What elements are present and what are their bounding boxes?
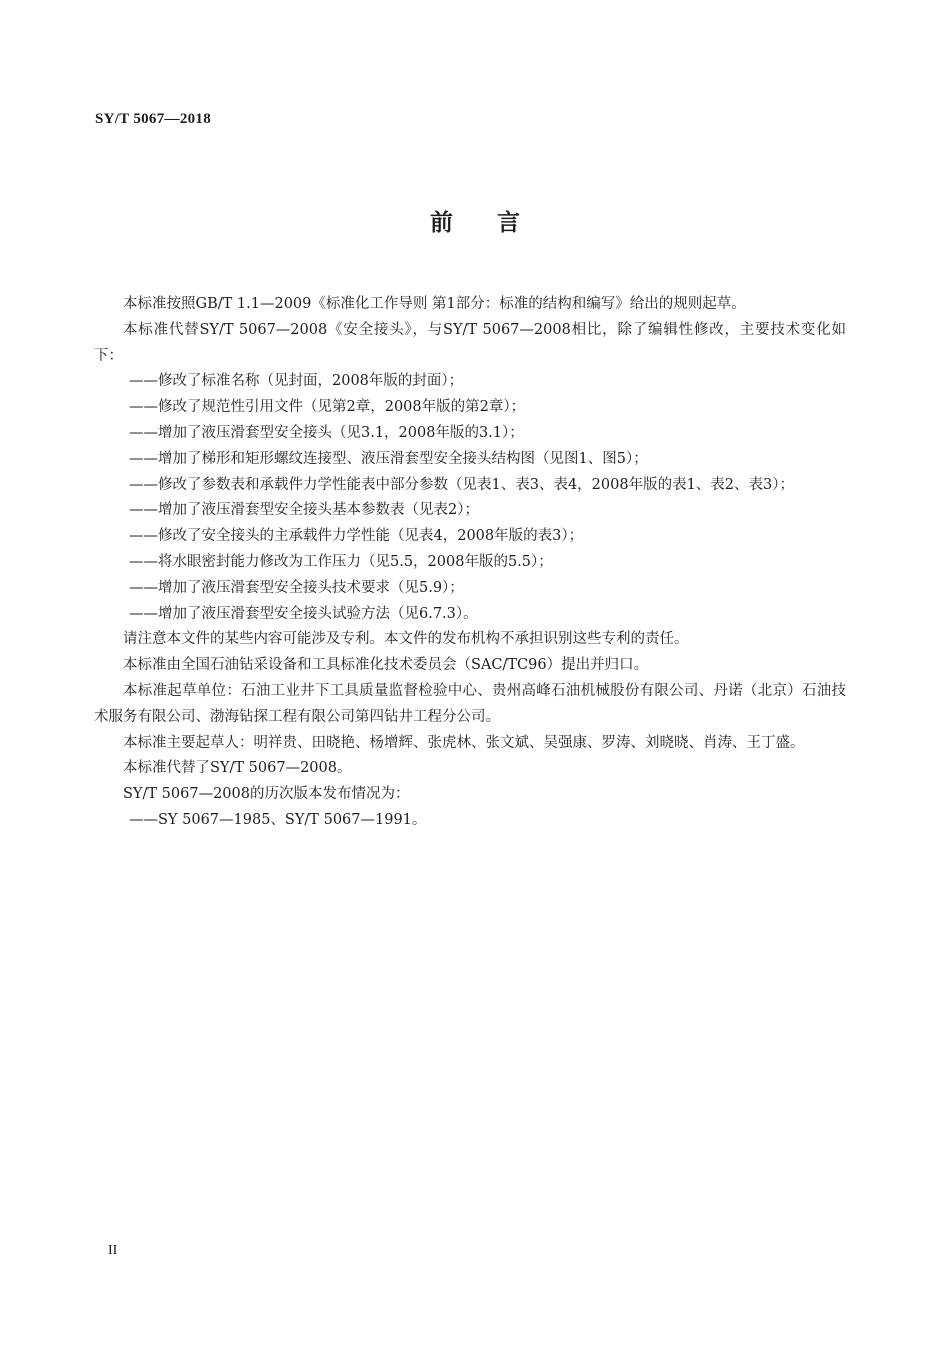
paragraph-history-intro: SY/T 5067—2008的历次版本发布情况为： bbox=[123, 786, 410, 803]
page-number: II bbox=[108, 1243, 118, 1258]
page-title: 前言 bbox=[430, 210, 564, 236]
change-item: ——修改了标准名称（见封面，2008年版的封面）； bbox=[129, 373, 464, 390]
change-item: ——增加了液压滑套型安全接头基本参数表（见表2）； bbox=[129, 502, 479, 519]
change-item: ——修改了安全接头的主承载件力学性能（见表4，2008年版的表3）； bbox=[129, 528, 584, 545]
change-item: ——修改了参数表和承载件力学性能表中部分参数（见表1、表3、表4，2008年版的表1、表2、表3）； bbox=[129, 476, 794, 493]
document-body bbox=[94, 292, 846, 834]
change-item: ——增加了液压滑套型安全接头（见3.1，2008年版的3.1）； bbox=[129, 424, 524, 441]
paragraph-drafters: 本标准主要起草人：明祥贵、田晓艳、杨增辉、张虎林、张文斌、吴强康、罗涛、刘晓晓、肖涛、王丁盛。 bbox=[123, 734, 805, 751]
change-item: ——增加了液压滑套型安全接头试验方法（见6.7.3）。 bbox=[129, 605, 478, 622]
change-item: ——修改了规范性引用文件（见第2章，2008年版的第2章）； bbox=[129, 399, 526, 416]
paragraph-replacement: 本标准代替SY/T 5067—2008《安全接头》，与SY/T 5067—2008相比，除了编辑性修改，主要技术变化如下： bbox=[94, 321, 846, 364]
paragraph-drafting-rules: 本标准按照GB/T 1.1—2009《标准化工作导则 第1部分：标准的结构和编写》给出的规则起草。 bbox=[123, 296, 746, 312]
paragraph-supersedes: 本标准代替了SY/T 5067—2008。 bbox=[123, 760, 352, 777]
change-item: ——增加了液压滑套型安全接头技术要求（见5.9）； bbox=[129, 579, 464, 596]
standard-code: SY/T 5067—2018 bbox=[95, 111, 212, 127]
change-item: ——将水眼密封能力修改为工作压力（见5.5，2008年版的5.5）； bbox=[129, 553, 553, 570]
history-item: ——SY 5067—1985、SY/T 5067—1991。 bbox=[129, 811, 427, 828]
paragraph-patent-notice: 请注意本文件的某些内容可能涉及专利。本文件的发布机构不承担识别这些专利的责任。 bbox=[123, 631, 689, 648]
paragraph-drafting-units: 本标准起草单位：石油工业井下工具质量监督检验中心、贵州高峰石油机械股份有限公司、丹诺（北京）石油技术服务有限公司、渤海钻探工程有限公司第四钻井工程分公司。 bbox=[94, 682, 846, 725]
change-item: ——增加了梯形和矩形螺纹连接型、液压滑套型安全接头结构图（见图1、图5）； bbox=[129, 450, 648, 467]
paragraph-proposer: 本标准由全国石油钻采设备和工具标准化技术委员会（SAC/TC96）提出并归口。 bbox=[123, 657, 649, 674]
